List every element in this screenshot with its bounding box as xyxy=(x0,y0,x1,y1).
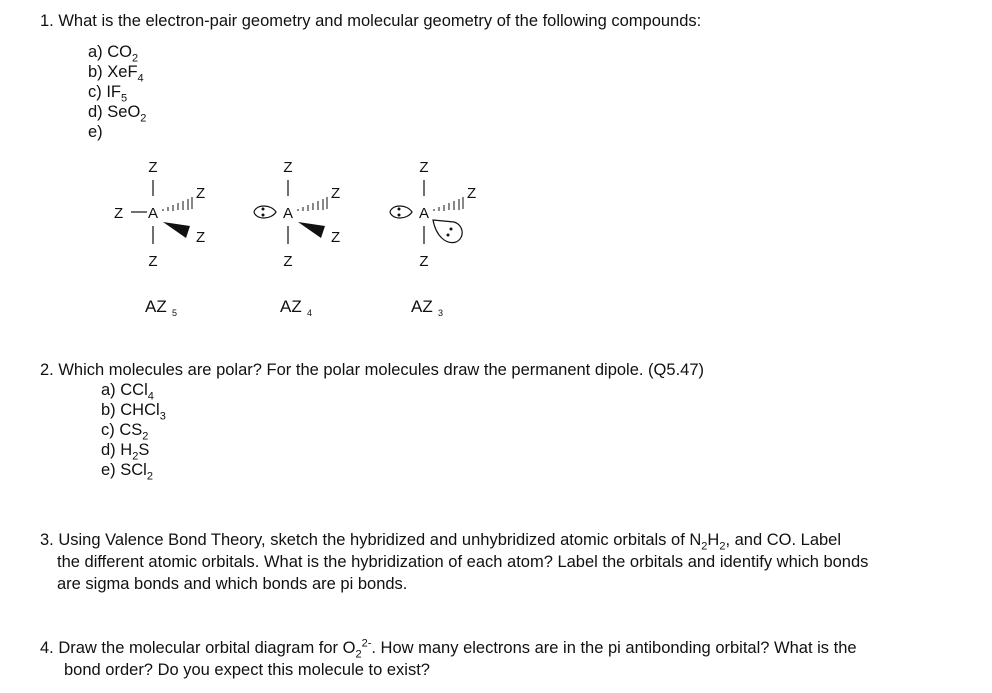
question-1-options xyxy=(88,42,146,142)
question-3-line-3: are sigma bonds and which bonds are pi bonds. xyxy=(57,575,408,593)
question-3-line-2: the different atomic orbitals. What is the hybridization of each atom? Label the orbitals and identify which bonds xyxy=(57,553,869,571)
az4-label-sub: 4 xyxy=(307,308,313,318)
option-letter: b) xyxy=(101,401,121,419)
formula-part: 2 xyxy=(142,430,149,443)
az4-z-bottom: Z xyxy=(283,253,293,270)
az3-label-sub: 3 xyxy=(438,308,444,318)
question-4-line-1: 4. Draw the molecular orbital diagram for $O_2^{2-}$. How many electrons are in the pi antibonding orbital? What is the xyxy=(40,637,857,661)
formula-part: IF xyxy=(106,83,122,101)
az3-z-hash: Z xyxy=(467,185,477,202)
formula-part: 5 xyxy=(121,92,128,105)
question-2-options xyxy=(101,380,166,483)
formula-part: 2 xyxy=(140,112,147,125)
q2-option-4 xyxy=(101,460,166,483)
option-letter: c) xyxy=(101,421,120,439)
az5-label: AZ xyxy=(145,297,167,316)
formula-part: SeO xyxy=(107,103,141,121)
option-letter: d) xyxy=(88,103,108,121)
az3-lone-pair-wedge-icon xyxy=(433,220,462,243)
q1-option-4 xyxy=(88,122,146,142)
formula-part: SCl xyxy=(120,461,147,479)
az4-label: AZ xyxy=(280,297,302,316)
formula-part: H xyxy=(120,441,133,459)
formula-part: CS xyxy=(119,421,143,439)
q2-option-3 xyxy=(101,440,166,463)
az5-z-bottom: Z xyxy=(148,253,158,270)
q1-option-2 xyxy=(88,82,146,105)
az3-z-bottom: Z xyxy=(419,253,429,270)
az4-z-wedge: Z xyxy=(331,229,341,246)
az4-a: A xyxy=(282,205,294,222)
option-letter: e) xyxy=(101,461,121,479)
az5-z-left: Z xyxy=(114,205,124,222)
q2-option-1 xyxy=(101,400,166,423)
formula-part: CO xyxy=(107,43,133,61)
formula-part: 2 xyxy=(132,52,139,65)
az4-lone-pair-icon xyxy=(254,206,276,218)
az4-z-top: Z xyxy=(283,159,293,176)
formula-part: CHCl xyxy=(120,401,160,419)
az5-z-top: Z xyxy=(148,159,158,176)
q2-option-2 xyxy=(101,420,166,443)
az5-z-wedge: Z xyxy=(196,229,206,246)
structure-az3 xyxy=(390,159,476,318)
structure-az5 xyxy=(114,159,205,318)
q1-option-3 xyxy=(88,102,147,125)
formula-part: CCl xyxy=(120,381,148,399)
az5-label-sub: 5 xyxy=(172,308,178,318)
molecule-structures xyxy=(108,152,508,322)
molecule-structures-svg xyxy=(108,152,508,322)
q1-option-1 xyxy=(88,62,146,85)
structure-az4 xyxy=(254,159,340,318)
az5-z-hash: Z xyxy=(196,185,206,202)
question-4-line-2: bond order? Do you expect this molecule to exist? xyxy=(64,661,430,679)
option-letter: c) xyxy=(88,83,107,101)
formula-part: 4 xyxy=(137,72,144,85)
az3-a: A xyxy=(418,205,430,222)
question-3-line-1: 3. Using Valence Bond Theory, sketch the hybridized and unhybridized atomic orbitals of $N_2H_2$, and CO. Label xyxy=(40,531,842,553)
az3-label: AZ xyxy=(411,297,433,316)
formula-part: 3 xyxy=(159,410,166,423)
option-letter: a) xyxy=(88,43,108,61)
q1-option-0 xyxy=(88,42,146,65)
az5-a: A xyxy=(147,205,159,222)
formula-part: XeF xyxy=(107,63,138,81)
q2-option-0 xyxy=(101,380,166,403)
formula-part: S xyxy=(138,441,150,459)
option-letter: e) xyxy=(88,123,103,141)
option-letter: d) xyxy=(101,441,121,459)
question-2-text: 2. Which molecules are polar? For the polar molecules draw the permanent dipole. (Q5.47) xyxy=(40,361,704,379)
az4-z-hash: Z xyxy=(331,185,341,202)
formula-part: 2 xyxy=(132,450,139,463)
option-letter: b) xyxy=(88,63,108,81)
az3-z-top: Z xyxy=(419,159,429,176)
option-letter: a) xyxy=(101,381,121,399)
formula-part: 2 xyxy=(146,470,153,483)
question-1-text: 1. What is the electron-pair geometry and molecular geometry of the following compounds: xyxy=(40,12,702,30)
formula-part: 4 xyxy=(147,390,154,403)
az3-lone-pair-icon xyxy=(390,206,412,218)
